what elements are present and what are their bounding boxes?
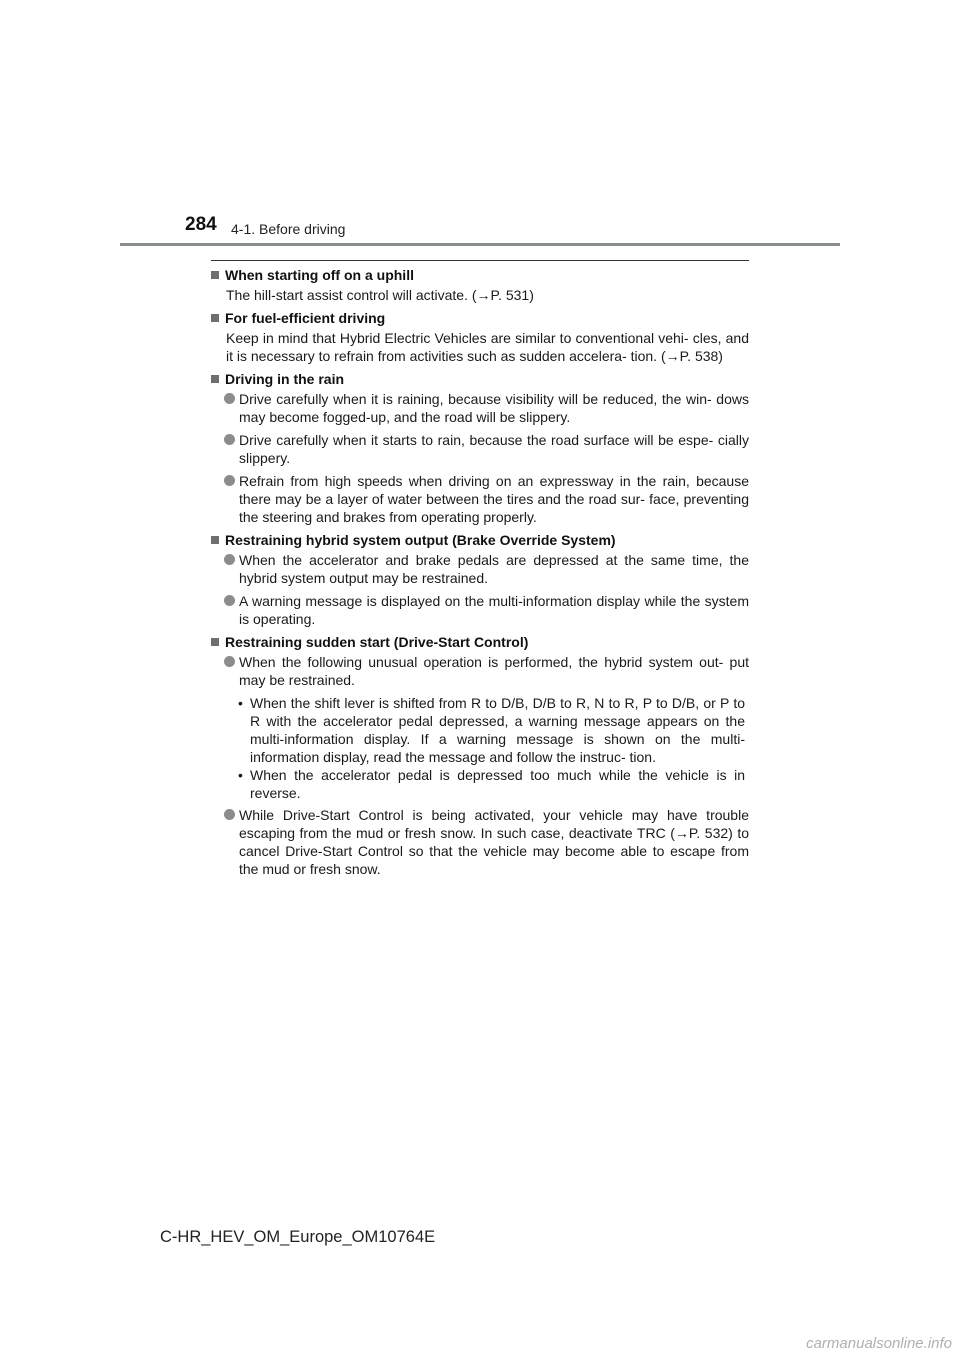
- square-bullet-icon: [211, 375, 219, 383]
- square-bullet-icon: [211, 314, 219, 322]
- circle-bullet-icon: [224, 475, 235, 486]
- section-heading: [211, 633, 749, 651]
- section-heading-text: Driving in the rain: [225, 371, 345, 387]
- list-item-text: Drive carefully when it starts to rain, because the road surface will be espe- cially slippery.: [239, 432, 749, 466]
- document-code: C-HR_HEV_OM_Europe_OM10764E: [160, 1228, 436, 1246]
- list-item: [224, 431, 749, 467]
- list-item-text: When the following unusual operation is performed, the hybrid system out- put may be restrained.: [239, 654, 749, 688]
- page-content: [211, 266, 749, 883]
- sub-list-item-text: When the accelerator pedal is depressed too much while the vehicle is in reverse.: [250, 767, 745, 801]
- list-item: [224, 390, 749, 426]
- sub-list-item: [238, 766, 749, 802]
- section-drive-start-control: [211, 633, 749, 878]
- sub-list-item: [238, 694, 749, 766]
- list-item: [224, 472, 749, 526]
- section-heading: [211, 266, 749, 284]
- list-item-text: When the accelerator and brake pedals are depressed at the same time, the hybrid system output may be restrained.: [239, 552, 749, 586]
- content-divider: [211, 260, 749, 261]
- section-heading: [211, 309, 749, 327]
- circle-bullet-icon: [224, 434, 235, 445]
- section-heading-text: When starting off on a uphill: [225, 267, 414, 283]
- section-heading-text: Restraining hybrid system output (Brake Override System): [225, 532, 616, 548]
- section-heading-text: For fuel-efficient driving: [225, 310, 386, 326]
- list-item: [224, 653, 749, 689]
- circle-bullet-icon: [224, 656, 235, 667]
- section-heading: [211, 531, 749, 549]
- list-item-text: Refrain from high speeds when driving on an expressway in the rain, because there may be a layer of water between the tires and the road sur- face, preventing the steering and brakes from operating properly.: [239, 473, 749, 525]
- section-body: The hill-start assist control will activate. (→P. 531): [226, 287, 534, 303]
- page-number: 284: [185, 214, 217, 235]
- list-item-text: A warning message is displayed on the multi-information display while the system is operating.: [239, 593, 749, 627]
- square-bullet-icon: [211, 638, 219, 646]
- section-heading: [211, 370, 749, 388]
- sub-list-item-text: When the shift lever is shifted from R to D/B, D/B to R, N to R, P to D/B, or P to R with the accelerator pedal depressed, a warning message appears on the multi-information display. If a warning message is shown on the multi-information display, read the message and follow the instruc- tion.: [250, 695, 745, 765]
- header-divider: [120, 243, 840, 246]
- section-brake-override: [211, 531, 749, 628]
- circle-bullet-icon: [224, 554, 235, 565]
- section-body: Keep in mind that Hybrid Electric Vehicles are similar to conventional vehi- cles, and it is necessary to refrain from activities such as sudden accelera- tion. (→P. 538): [226, 330, 749, 364]
- section-rain: [211, 370, 749, 526]
- section-uphill: [211, 266, 749, 304]
- list-item: [224, 551, 749, 587]
- square-bullet-icon: [211, 271, 219, 279]
- square-bullet-icon: [211, 536, 219, 544]
- circle-bullet-icon: [224, 809, 235, 820]
- dot-bullet-icon: •: [238, 695, 243, 711]
- section-fuel-efficient: [211, 309, 749, 365]
- list-item-text: Drive carefully when it is raining, because visibility will be reduced, the win- dows may become fogged-up, and the road will be slippery.: [239, 391, 749, 425]
- sub-list: [211, 694, 749, 802]
- dot-bullet-icon: •: [238, 767, 243, 783]
- circle-bullet-icon: [224, 393, 235, 404]
- watermark: carmanualsonline.info: [806, 1335, 952, 1352]
- section-heading-text: Restraining sudden start (Drive-Start Control): [225, 634, 529, 650]
- section-title: 4-1. Before driving: [231, 221, 346, 237]
- circle-bullet-icon: [224, 595, 235, 606]
- list-item: [224, 806, 749, 878]
- list-item-text: While Drive-Start Control is being activated, your vehicle may have trouble escaping from the mud or fresh snow. In such case, deactivate TRC (→P. 532) to cancel Drive-Start Control so that the vehicle may become able to escape from the mud or fresh snow.: [239, 807, 749, 877]
- list-item: [224, 592, 749, 628]
